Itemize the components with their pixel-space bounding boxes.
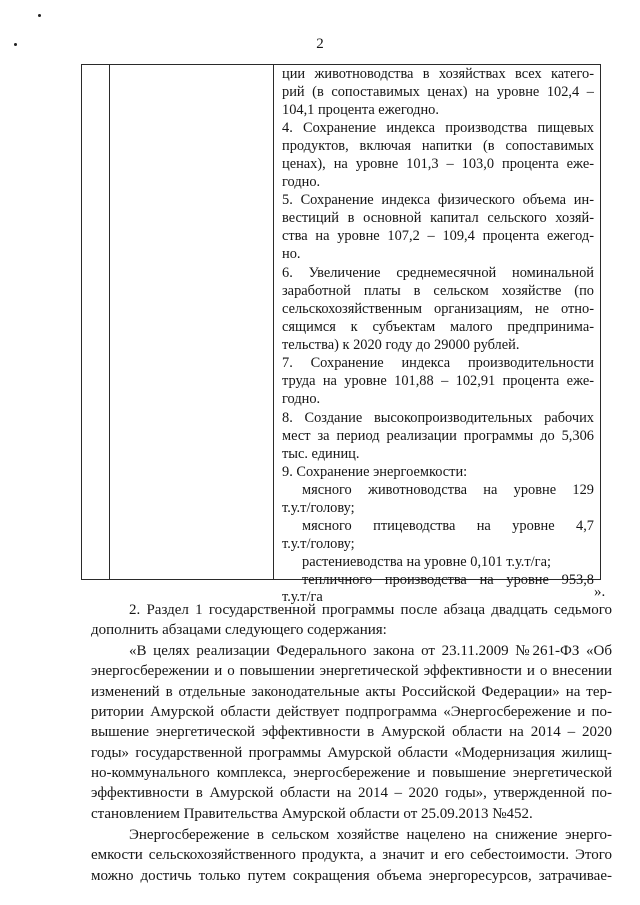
page-number: 2 [316,36,324,52]
body-text-line: емкости сельскохозяйственного продукта, а значит и его себестоимости. Этого [91,847,612,863]
body-text-line: можно достичь только путем сокращения объема энергоресурсов, затрачивае- [91,868,612,884]
table-text-line: тельства) к 2020 году до 29000 рублей. [282,337,520,353]
table-text-line: годно. [282,174,321,190]
body-text-line: годы» государственной программы Амурской области «Модернизация жилищ- [91,745,612,761]
table-text-line: заработной платы в сельском хозяйстве (по [282,283,594,299]
body-text-line: дополнить абзацами следующего содержания: [91,622,387,638]
table-text-line: т.у.т/голову; [282,536,355,552]
table-text-line: т.у.т/га [282,589,323,605]
table-text-line: труда на уровне 101,88 – 102,91 процента еже- [282,373,594,389]
table-text-line: 5. Сохранение индекса физического объема ин- [282,192,594,208]
closing-quote: ». [594,584,606,600]
table-text-line: растениеводства на уровне 0,101 т.у.т/га; [302,554,551,570]
table-text-line: продуктов, включая напитки (в сопоставимых [282,138,594,154]
table-text-line: но. [282,246,301,262]
table-text-line: мясного птицеводства на уровне 4,7 [302,518,594,534]
table-text-line: рий (в сопоставимых ценах) на уровне 102,4 – [282,84,594,100]
table-text-line: ции животноводства в хозяйствах всех катего- [282,66,594,82]
body-text-line: изменений в отдельные законодательные акты Российской Федерации» на тер- [91,684,612,700]
table-column-divider-1 [109,65,110,579]
body-text-line: Энергосбережение в сельском хозяйстве нацелено на снижение энерго- [129,827,612,843]
table-text-line: тепличного производства на уровне 953,8 [302,572,594,588]
table-text-line: 4. Сохранение индекса производства пищевых [282,120,594,136]
body-text-line: ритории Амурской области действует подпрограмма «Энергосбережение и по- [91,704,612,720]
table-text-line: мясного животноводства на уровне 129 [302,482,594,498]
body-text-line: эффективности в Амурской области на 2014 – 2020 годы», утвержденной по- [91,785,612,801]
table-text-line: т.у.т/голову; [282,500,355,516]
table-column-divider-2 [273,65,274,579]
program-indicators-table [81,64,601,605]
body-text-line: становлением Правительства Амурской области от 25.09.2013 №452. [91,806,533,822]
table-text-line: 104,1 процента ежегодно. [282,102,439,118]
table-text-line: 9. Сохранение энергоемкости: [282,464,468,480]
table-text-line: мест за период реализации программы до 5,306 [282,428,594,444]
table-text-line: сельскохозяйственным организациям, не отно- [282,301,594,317]
table-text-line: 8. Создание высокопроизводительных рабочих [282,410,594,426]
body-text-line: но-коммунального комплекса, энергосбережение и повышение энергетической [91,765,612,781]
table-text-line: 6. Увеличение среднемесячной номинальной [282,265,594,281]
table-text-line: годно. [282,391,321,407]
scan-speck-top [38,14,41,17]
table-text-line: сящимся к субъектам малого предпринима- [282,319,594,335]
table-text-line: вестиций в основной капитал сельского хозяй- [282,210,594,226]
body-text-line: вышение энергетической эффективности в Амурской области на 2014 – 2020 [91,724,612,740]
body-text-line: «В целях реализации Федерального закона от 23.11.2009 №261-ФЗ «Об [129,643,612,659]
table-text-line: тыс. единиц. [282,446,360,462]
table-text-line: ства на уровне 107,2 – 109,4 процента ежегод- [282,228,594,244]
table-text-line: 7. Сохранение индекса производительности [282,355,594,371]
table-text-line: ценах), на уровне 101,3 – 103,0 процента еже- [282,156,594,172]
body-text-line: 2. Раздел 1 государственной программы после абзаца двадцать седьмого [129,602,612,618]
body-text-line: энергосбережении и о повышении энергетической эффективности и о внесении [91,663,612,679]
